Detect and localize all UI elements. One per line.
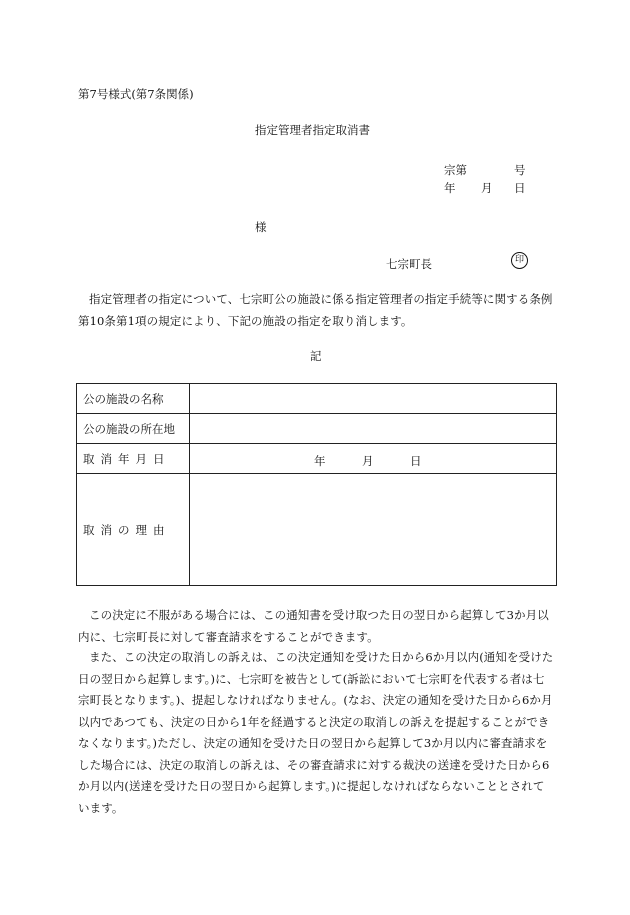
reference-prefix: 宗第 <box>444 163 467 177</box>
form-number: 第7号様式(第7条関係) <box>78 87 194 101</box>
table-row <box>77 474 557 586</box>
reference-suffix: 号 <box>514 163 526 177</box>
issuer-name: 七宗町長 <box>386 257 432 271</box>
label-cancel-date: 取消年月日 <box>77 444 190 474</box>
table-row <box>77 384 557 414</box>
header-date-year: 年 <box>444 181 456 195</box>
label-facility-location: 公の施設の所在地 <box>77 414 190 444</box>
cancel-date-day: 日 <box>410 454 422 468</box>
cancel-date-year: 年 <box>314 454 326 468</box>
appeal-paragraph-2: また、この決定の取消しの訴えは、この決定通知を受けた日から6か月以内(通知を受けた日の翌日から起算します。)に、七宗町を被告として(訴訟において七宗町を代表する者は七宗町長となります。)、提起しなければなりません。(なお、決定の通知を受けた日から6か月以内であつても、決定の日から1年を経過すると決定の取消しの訴えを提起することができなくなります。)ただし、決定の通知を受けた日の翌日から起算して3か月以内に審査請求をした場合には、決定の取消しの訴えは、その審査請求に対する裁決の送達を受けた日から6か月以内(送達を受けた日の翌日から起算します。)に提起しなければならないこととされています。 <box>78 650 554 815</box>
document-title: 指定管理者指定取消書 <box>255 123 370 137</box>
label-cancel-reason: 取消の理由 <box>77 474 190 586</box>
cancel-date-month: 月 <box>362 454 374 468</box>
seal-mark: 印 <box>511 252 528 269</box>
label-facility-name: 公の施設の名称 <box>77 384 190 414</box>
value-facility-location <box>190 414 557 444</box>
appeal-paragraph-1: この決定に不服がある場合には、この通知書を受け取つた日の翌日から起算して3か月以内に、七宗町長に対して審査請求をすることができます。 <box>78 608 549 644</box>
header-date-day: 日 <box>514 181 526 195</box>
facility-detail-table <box>76 383 557 586</box>
value-cancel-date <box>190 444 557 474</box>
addressee-suffix: 様 <box>255 220 267 234</box>
value-facility-name <box>190 384 557 414</box>
ki-heading: 記 <box>310 349 322 363</box>
intro-paragraph: 指定管理者の指定について、七宗町公の施設に係る指定管理者の指定手続等に関する条例第10条第1項の規定により、下記の施設の指定を取り消します。 <box>78 292 553 328</box>
table-row <box>77 414 557 444</box>
header-date-month: 月 <box>481 181 493 195</box>
table-row <box>77 444 557 474</box>
value-cancel-reason <box>190 474 557 586</box>
